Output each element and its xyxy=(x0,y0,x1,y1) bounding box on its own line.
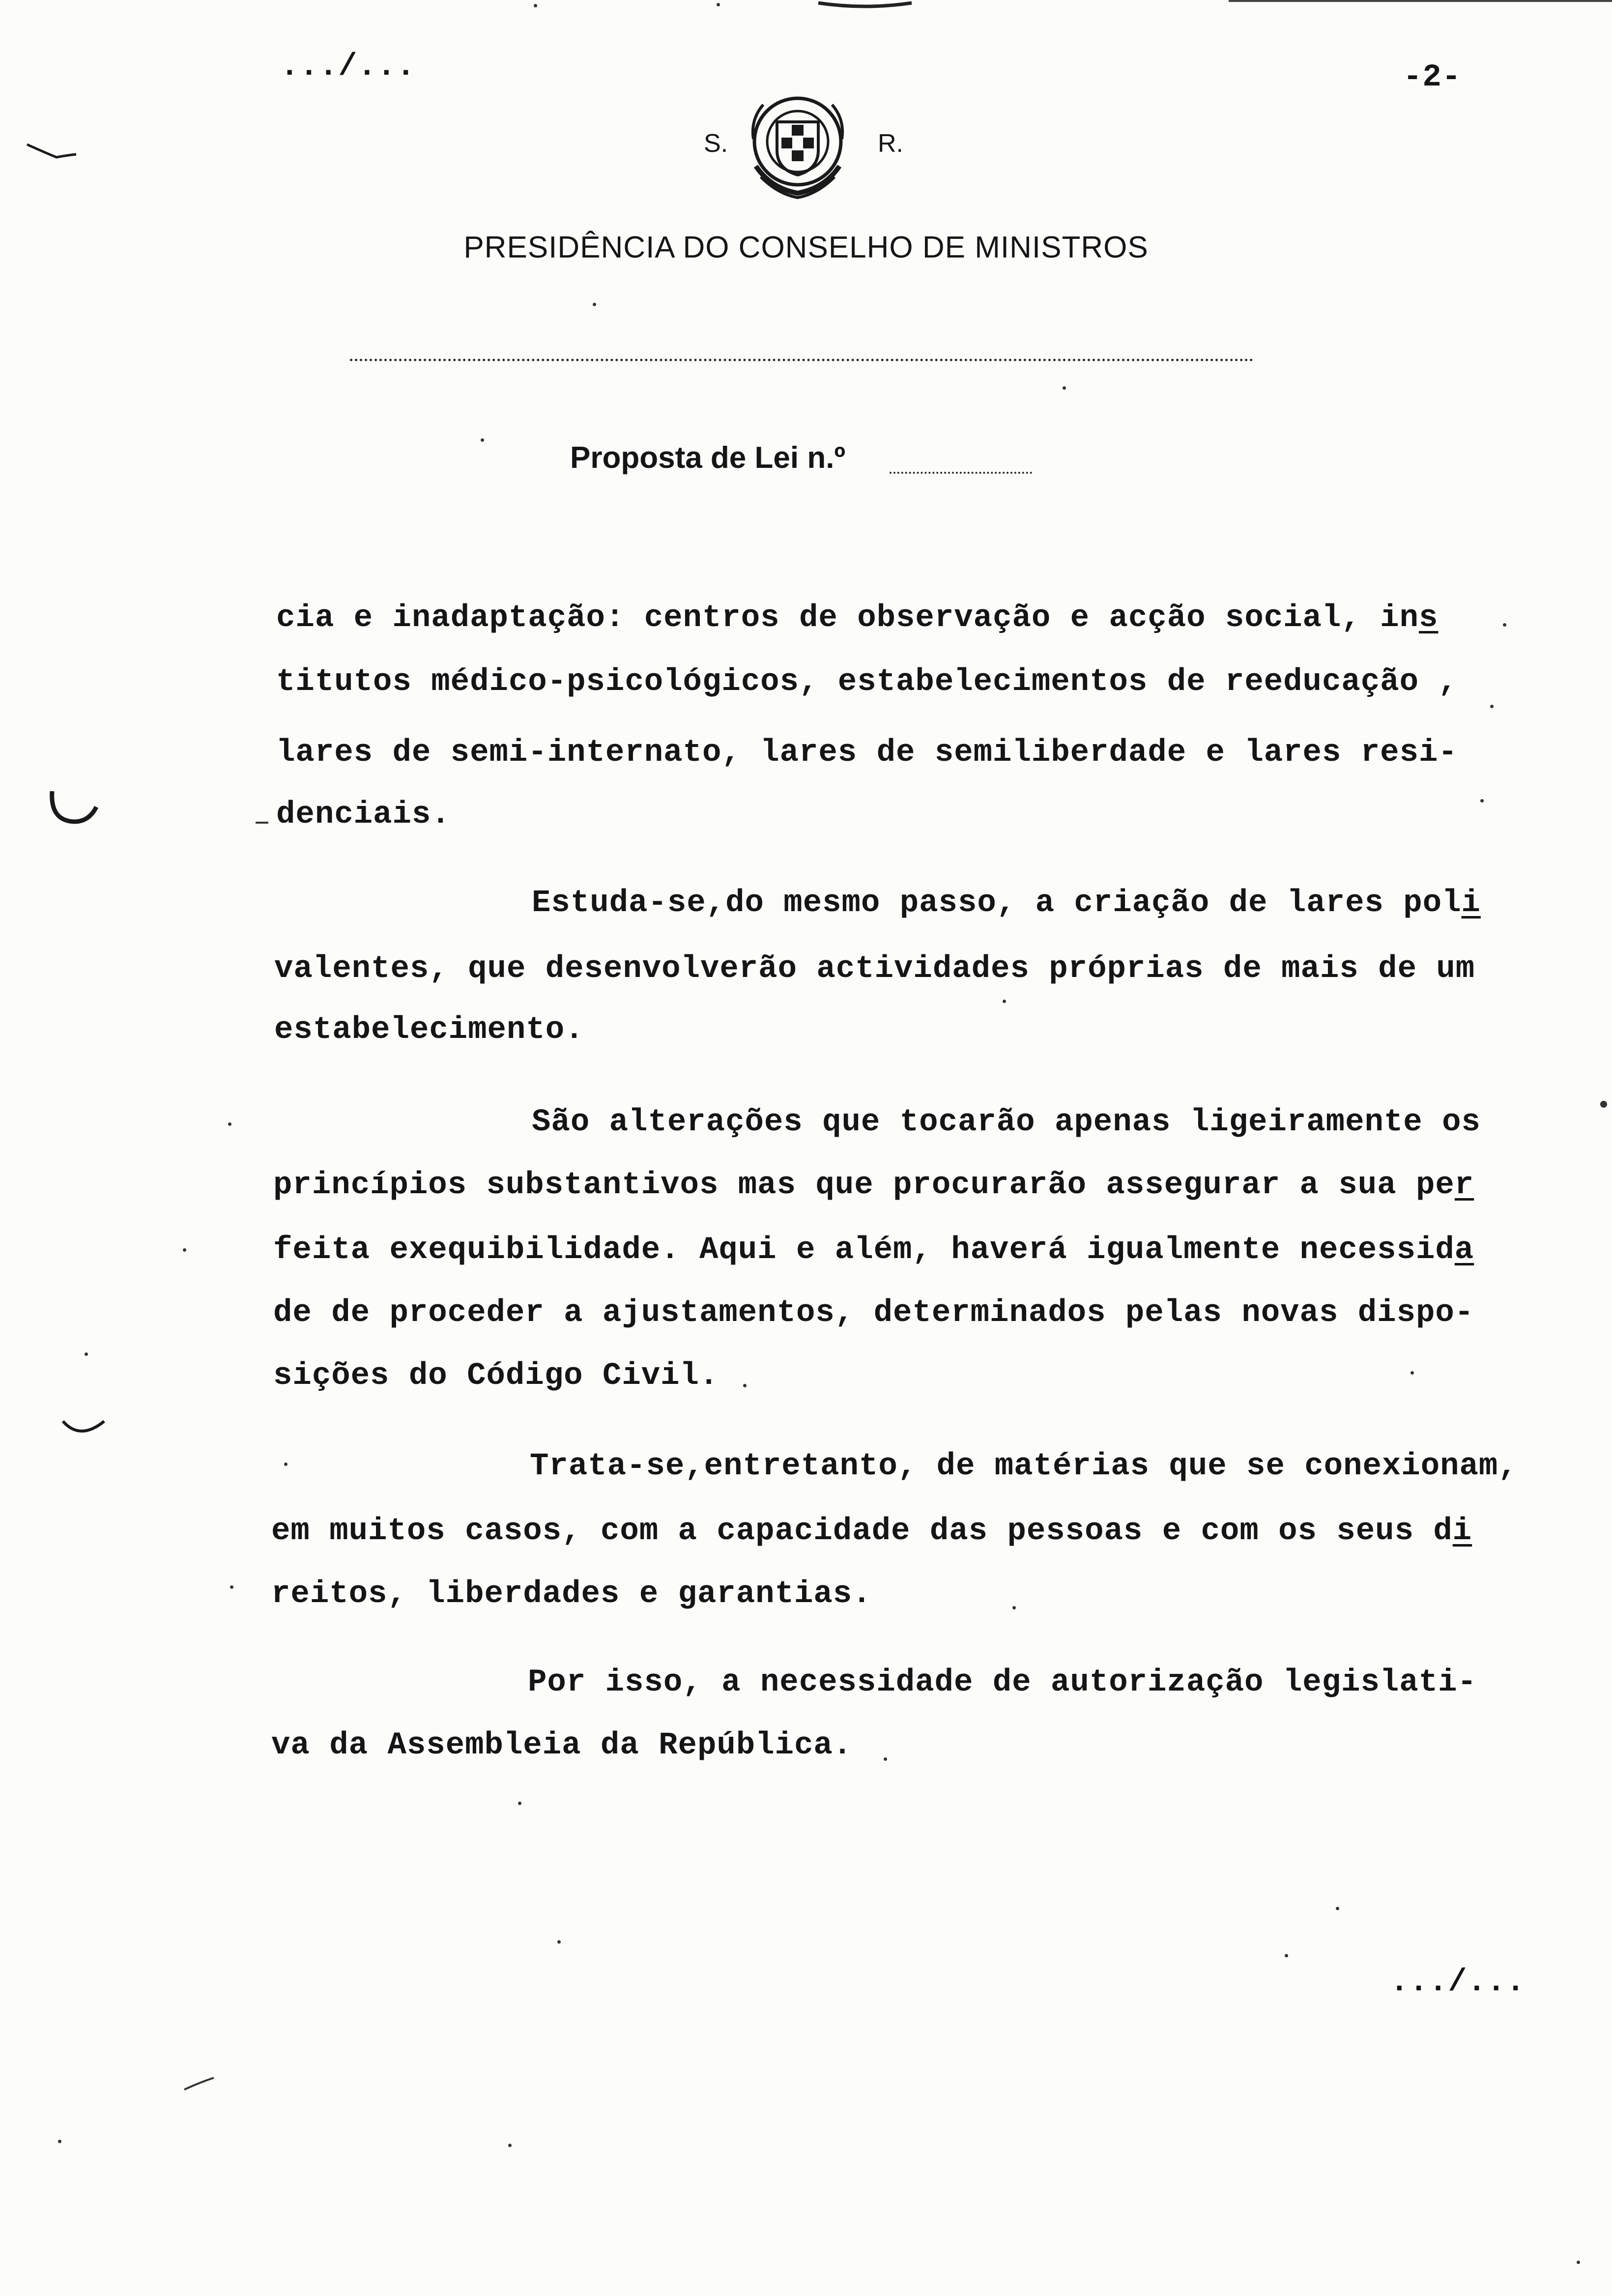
seal-letter-s: S. xyxy=(704,129,728,158)
text-line xyxy=(273,1233,1474,1268)
text-line xyxy=(532,886,1481,921)
text-run: em muitos casos, com a capacidade das pessoas e com os seus d xyxy=(271,1514,1453,1549)
text-run: cia e inadaptação: centros de observação e acção social, in xyxy=(276,601,1419,636)
text-run: princípios substantivos mas que procurarão assegurar a sua pe xyxy=(273,1168,1455,1203)
text-run: s xyxy=(1418,601,1439,636)
scan-speck xyxy=(230,1585,233,1589)
proposal-number-blank xyxy=(890,472,1032,474)
text-run: a xyxy=(1454,1233,1474,1268)
text-line xyxy=(273,1168,1474,1203)
scan-speck xyxy=(884,1757,887,1761)
scan-speck xyxy=(1003,1000,1006,1003)
text-line: São alterações que tocarão apenas ligeiramente os xyxy=(532,1105,1481,1140)
scan-dash-mark xyxy=(256,822,268,824)
scan-speck xyxy=(593,303,596,306)
scan-speck xyxy=(1503,623,1506,627)
office-heading: PRESIDÊNCIA DO CONSELHO DE MINISTROS xyxy=(463,230,1149,264)
scan-speck xyxy=(85,1352,88,1356)
text-line: va da Assembleia da República. xyxy=(271,1728,853,1763)
text-line xyxy=(271,1514,1472,1549)
scan-speck xyxy=(1480,799,1484,803)
scan-speck xyxy=(717,3,720,6)
text-run: r xyxy=(1454,1168,1474,1203)
text-line: estabelecimento. xyxy=(274,1012,584,1048)
scan-speck xyxy=(1577,2261,1580,2264)
scan-speck xyxy=(557,1940,561,1944)
text-run: i xyxy=(1461,886,1481,921)
text-run: Estuda-se,do mesmo passo, a criação de lares pol xyxy=(532,886,1462,921)
scan-speck xyxy=(284,1463,288,1466)
scan-speck xyxy=(534,4,537,7)
scan-speck xyxy=(1490,705,1494,708)
punch-hole-mark xyxy=(47,786,101,831)
text-line xyxy=(276,601,1438,636)
text-line: valentes, que desenvolverão actividades próprias de mais de um xyxy=(274,951,1475,987)
scan-speck xyxy=(1063,386,1066,390)
text-line: titutos médico-psicológicos, estabelecimentos de reeducação , xyxy=(276,664,1458,700)
punch-hole-mark xyxy=(59,1415,108,1445)
scan-speck xyxy=(228,1122,231,1126)
scan-speck xyxy=(481,438,484,442)
continuation-marker-bottom: .../... xyxy=(1390,1965,1526,2000)
scan-speck xyxy=(1012,1606,1016,1609)
scan-speck xyxy=(508,2144,512,2147)
scan-speck xyxy=(1336,1907,1339,1910)
scan-stroke-mark xyxy=(25,141,79,165)
seal-letter-r: R. xyxy=(878,129,903,158)
proposal-label: Proposta de Lei n.º xyxy=(570,441,846,475)
text-line: de de proceder a ajustamentos, determinados pelas novas dispo- xyxy=(273,1295,1474,1331)
scan-speck xyxy=(743,1384,747,1387)
text-line: reitos, liberdades e garantias. xyxy=(271,1577,872,1612)
page-number: -2- xyxy=(1403,60,1462,95)
scan-stroke-mark xyxy=(182,2074,216,2094)
text-line: denciais. xyxy=(276,797,451,832)
scan-speck xyxy=(1600,1101,1607,1108)
scan-speck xyxy=(1410,1371,1414,1375)
dotted-rule xyxy=(350,359,1253,361)
text-line: Trata-se,entretanto, de matérias que se conexionam, xyxy=(530,1449,1518,1484)
text-run: feita exequibilidade. Aqui e além, haverá igualmente necessid xyxy=(273,1233,1455,1268)
scan-edge-line xyxy=(1229,0,1612,2)
scan-speck xyxy=(1285,1954,1288,1957)
scan-speck xyxy=(58,2140,61,2143)
text-line: sições do Código Civil. xyxy=(273,1358,719,1394)
scan-speck xyxy=(183,1248,186,1252)
continuation-marker-top: .../... xyxy=(280,49,416,85)
scan-edge-mark xyxy=(816,0,914,15)
text-line: lares de semi-internato, lares de semiliberdade e lares resi- xyxy=(276,735,1458,771)
scan-speck xyxy=(518,1802,521,1805)
portuguese-coat-of-arms-icon xyxy=(746,92,849,201)
text-line: Por isso, a necessidade de autorização legislati- xyxy=(528,1665,1477,1700)
text-run: i xyxy=(1452,1514,1472,1549)
